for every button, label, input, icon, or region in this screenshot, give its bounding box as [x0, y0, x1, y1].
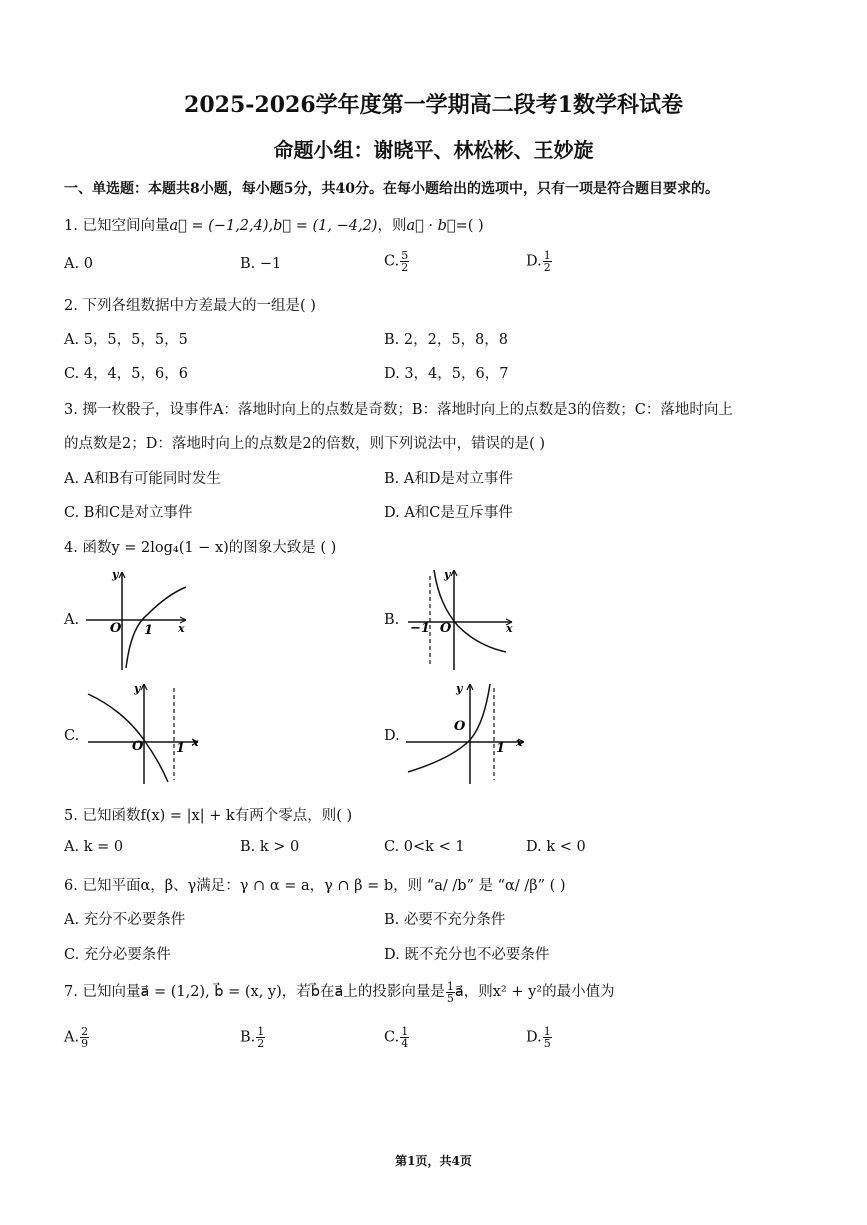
svg-text:x: x — [516, 736, 523, 749]
svg-text:−1: −1 — [410, 621, 430, 636]
q4-graph-d — [404, 680, 532, 784]
q4-option-c-label: C. — [64, 728, 80, 744]
question-6-stem: 6. 已知平面α，β、γ满足：γ ∩ α = a，γ ∩ β = b，则 “a/ /b” 是 “α/ /β” ( ) — [64, 878, 566, 894]
q7-option-a: A. $\frac{2}{9}$ — [64, 1025, 89, 1050]
axis-x-label: x — [178, 622, 185, 635]
q3-option-b: B. A和D是对立事件 — [384, 471, 513, 487]
q7-option-c: C. $\frac{1}{4}$ — [384, 1025, 409, 1050]
origin-label: O — [110, 621, 122, 636]
q6-option-a: A. 充分不必要条件 — [64, 912, 186, 928]
q4-graph-c — [86, 680, 208, 784]
q6-option-b: B. 必要不充分条件 — [384, 912, 506, 928]
question-1-stem: 1. 已知空间向量a⃗ = (−1,2,4),b⃗ = (1, −4,2)，则a⃗ · b⃗=( ) — [64, 218, 484, 234]
svg-text:O: O — [132, 739, 144, 754]
svg-text:y: y — [134, 682, 141, 695]
question-5-stem: 5. 已知函数f(x) = |x| + k有两个零点，则( ) — [64, 808, 353, 824]
q5-option-d: D. k < 0 — [526, 839, 586, 855]
axis-y-label: y — [112, 568, 119, 581]
tick-one-label: 1 — [144, 623, 154, 638]
page-footer: 第1页，共4页 — [395, 1154, 472, 1168]
q6-option-c: C. 充分必要条件 — [64, 947, 171, 963]
svg-text:x: x — [506, 622, 513, 635]
q4-option-b-label: B. — [384, 612, 400, 628]
q2-option-b: B. 2，2，5，8，8 — [384, 332, 509, 348]
svg-text:x: x — [192, 736, 199, 749]
q1-option-b: B. −1 — [240, 256, 282, 272]
question-4-stem: 4. 函数y = 2log₄(1 − x)的图象大致是 ( ) — [64, 540, 337, 556]
q2-option-a: A. 5，5，5，5，5 — [64, 332, 188, 348]
q2-option-d: D. 3，4，5，6，7 — [384, 366, 509, 382]
page-subtitle: 命题小组：谢晓平、林松彬、王妙旋 — [273, 138, 594, 162]
q1-option-c: C. $\frac{5}{2}$ — [384, 249, 409, 274]
question-2-stem: 2. 下列各组数据中方差最大的一组是( ) — [64, 298, 316, 314]
q2-option-c: C. 4，4，5，6，6 — [64, 366, 188, 382]
svg-text:1: 1 — [176, 741, 186, 756]
q1-option-a: A. 0 — [64, 256, 93, 272]
q3-option-c: C. B和C是对立事件 — [64, 505, 193, 521]
svg-text:y: y — [456, 682, 463, 695]
q1-option-d: D. $\frac{1}{2}$ — [526, 249, 551, 274]
q4-graph-a — [86, 566, 196, 670]
q5-option-b: B. k > 0 — [240, 839, 300, 855]
q7-option-d: D. $\frac{1}{5}$ — [526, 1025, 551, 1050]
q7-option-b: B. $\frac{1}{2}$ — [240, 1025, 265, 1050]
q3-option-d: D. A和C是互斥事件 — [384, 505, 513, 521]
q6-option-d: D. 既不充分也不必要条件 — [384, 947, 550, 963]
q5-option-a: A. k = 0 — [64, 839, 124, 855]
svg-text:O: O — [440, 621, 452, 636]
question-3-stem-line1: 3. 掷一枚骰子，设事件A：落地时向上的点数是奇数；B：落地时向上的点数是3的倍数；C：落地时向上 — [64, 402, 733, 418]
q5-option-c: C. 0<k < 1 — [384, 839, 465, 855]
q4-option-d-label: D. — [384, 728, 400, 744]
q3-option-a: A. A和B有可能同时发生 — [64, 471, 221, 487]
question-3-stem-line2: 的点数是2；D：落地时向上的点数是2的倍数，则下列说法中，错误的是( ) — [64, 436, 545, 452]
question-7-stem: 7. 已知向量a⃗ = (1,2), b⃗ = (x, y)，若b⃗在a⃗上的投影向量是 $\frac{1}{5}$ a⃗，则x² + y²的最小值为 — [64, 979, 615, 1005]
svg-text:1: 1 — [496, 741, 506, 756]
svg-text:O: O — [454, 719, 466, 734]
page-title: 2025-2026学年度第一学期高二段考1数学科试卷 — [184, 92, 683, 118]
svg-text:y: y — [444, 568, 451, 581]
section-heading: 一、单选题：本题共8小题，每小题5分，共40分。在每小题给出的选项中，只有一项是符合题目要求的。 — [64, 181, 719, 197]
q4-option-a-label: A. — [64, 612, 80, 628]
q4-graph-b — [406, 566, 522, 670]
